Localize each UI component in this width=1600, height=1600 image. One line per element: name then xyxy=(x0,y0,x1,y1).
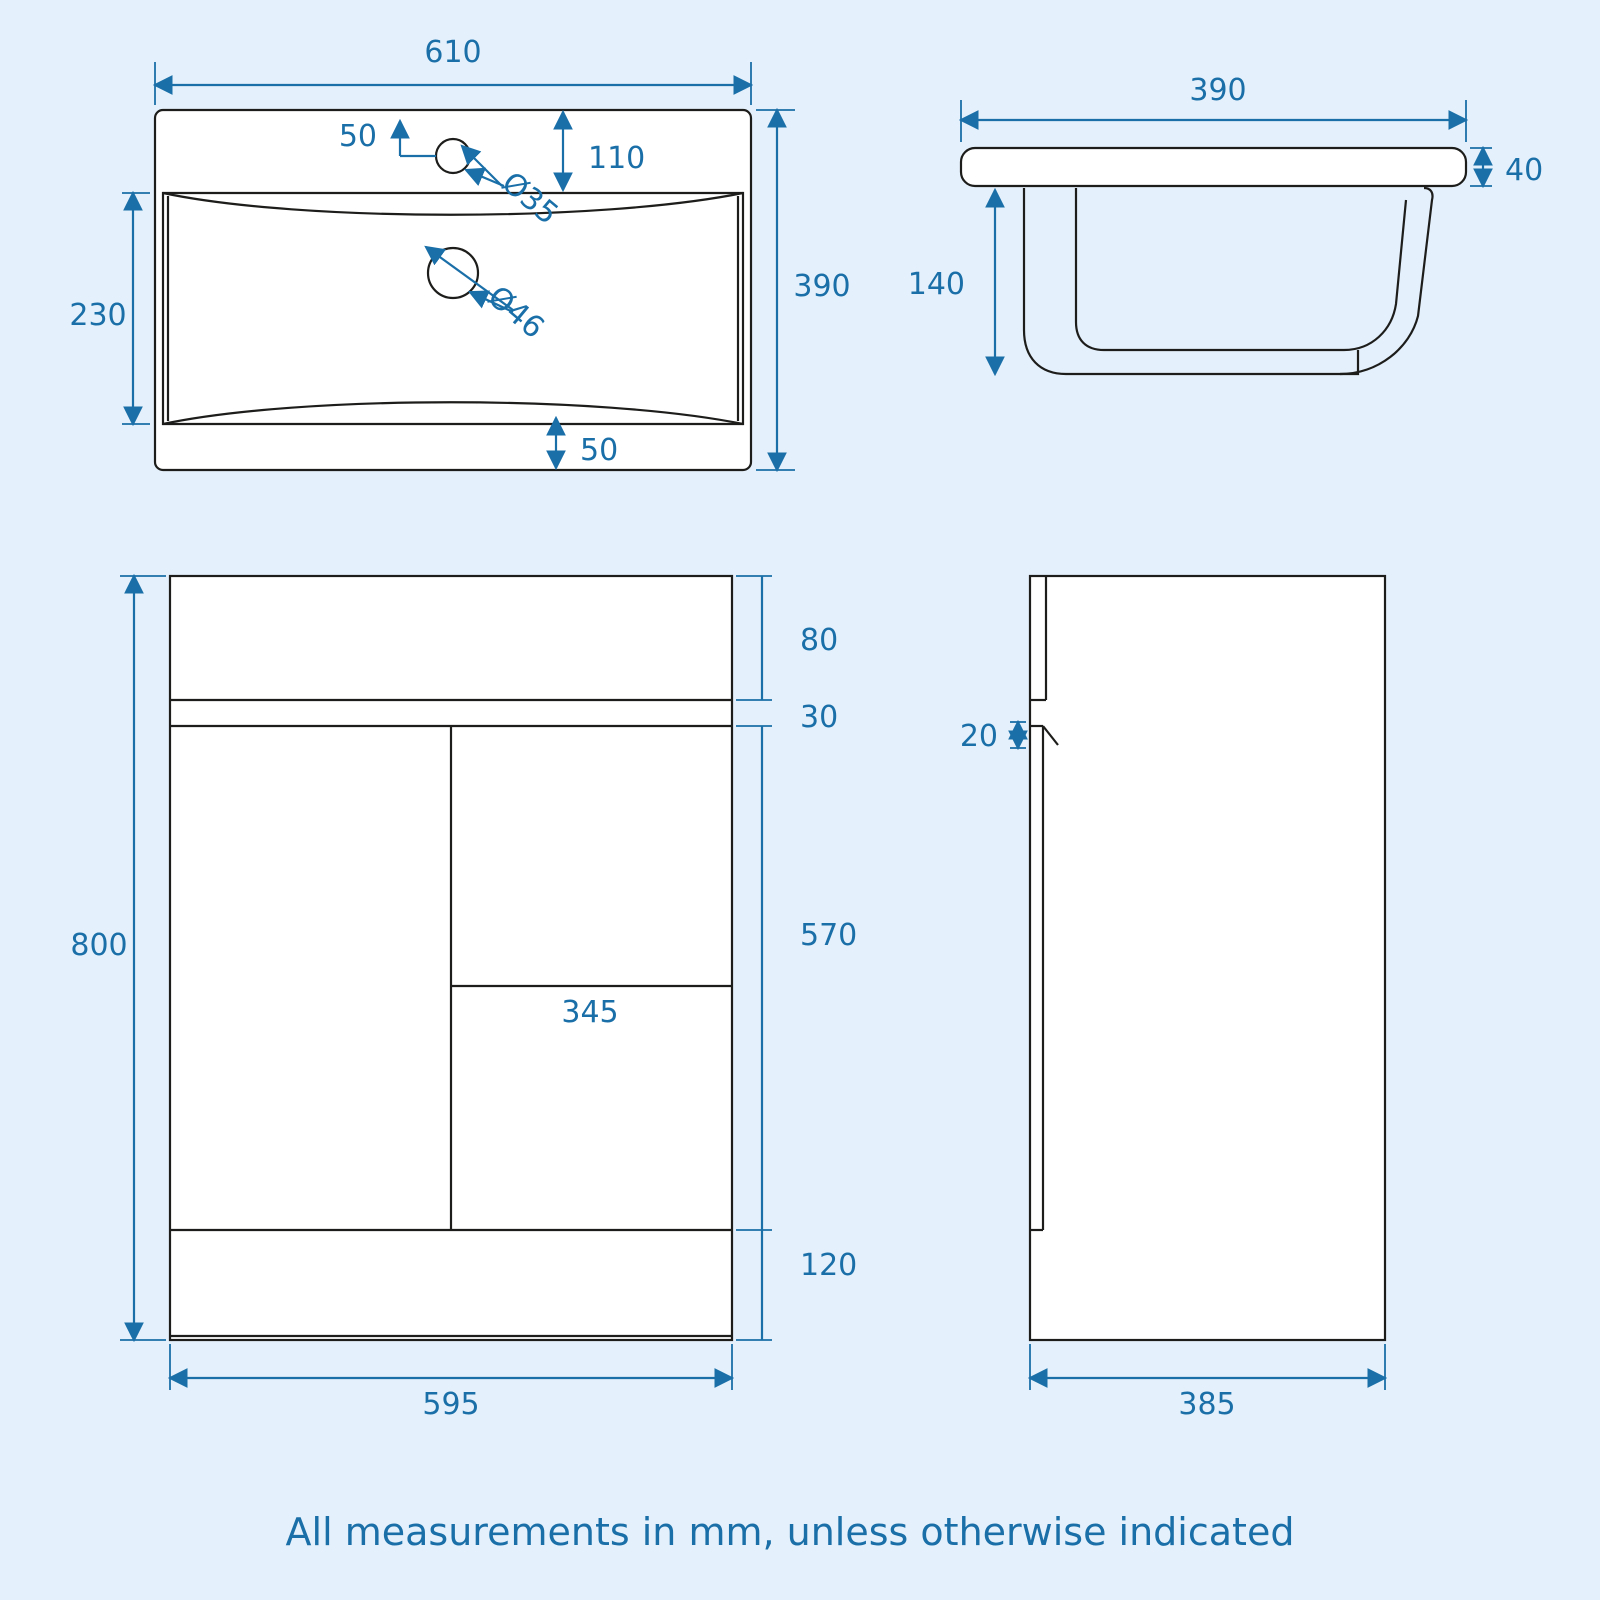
dim-panel-offset: 20 xyxy=(959,719,998,754)
dim-unit-depth: 385 xyxy=(1178,1387,1236,1422)
dim-bowl-height: 140 xyxy=(907,267,965,302)
dim-door-height: 570 xyxy=(800,918,858,953)
dim-rim-thickness: 40 xyxy=(1505,153,1544,188)
dim-drawer-split: 345 xyxy=(561,995,619,1030)
footnote-text: All measurements in mm, unless otherwise indicated xyxy=(285,1510,1295,1554)
dim-waste-diameter: Ø46 xyxy=(480,279,551,346)
dims-basin-side xyxy=(908,73,1543,374)
view-unit-side xyxy=(1030,576,1385,1340)
view-basin-side xyxy=(961,148,1466,374)
dim-tap-back-offset: 110 xyxy=(588,141,646,176)
dim-basin-depth: 390 xyxy=(793,269,851,304)
dim-unit-height: 800 xyxy=(70,928,128,963)
dim-top-section: 80 xyxy=(800,623,839,658)
dim-tap-diameter: Ø35 xyxy=(494,165,565,232)
dim-basin-width: 610 xyxy=(424,35,482,70)
dim-plinth-height: 120 xyxy=(800,1248,858,1283)
view-basin-top xyxy=(155,110,751,470)
dim-gap: 30 xyxy=(800,700,839,735)
dim-side-depth: 390 xyxy=(1189,73,1247,108)
dim-bowl-depth: 230 xyxy=(69,298,127,333)
dim-unit-width: 595 xyxy=(422,1387,480,1422)
dim-tap-offset: 50 xyxy=(338,119,377,154)
view-unit-front xyxy=(170,576,732,1340)
dim-front-rim: 50 xyxy=(580,433,619,468)
